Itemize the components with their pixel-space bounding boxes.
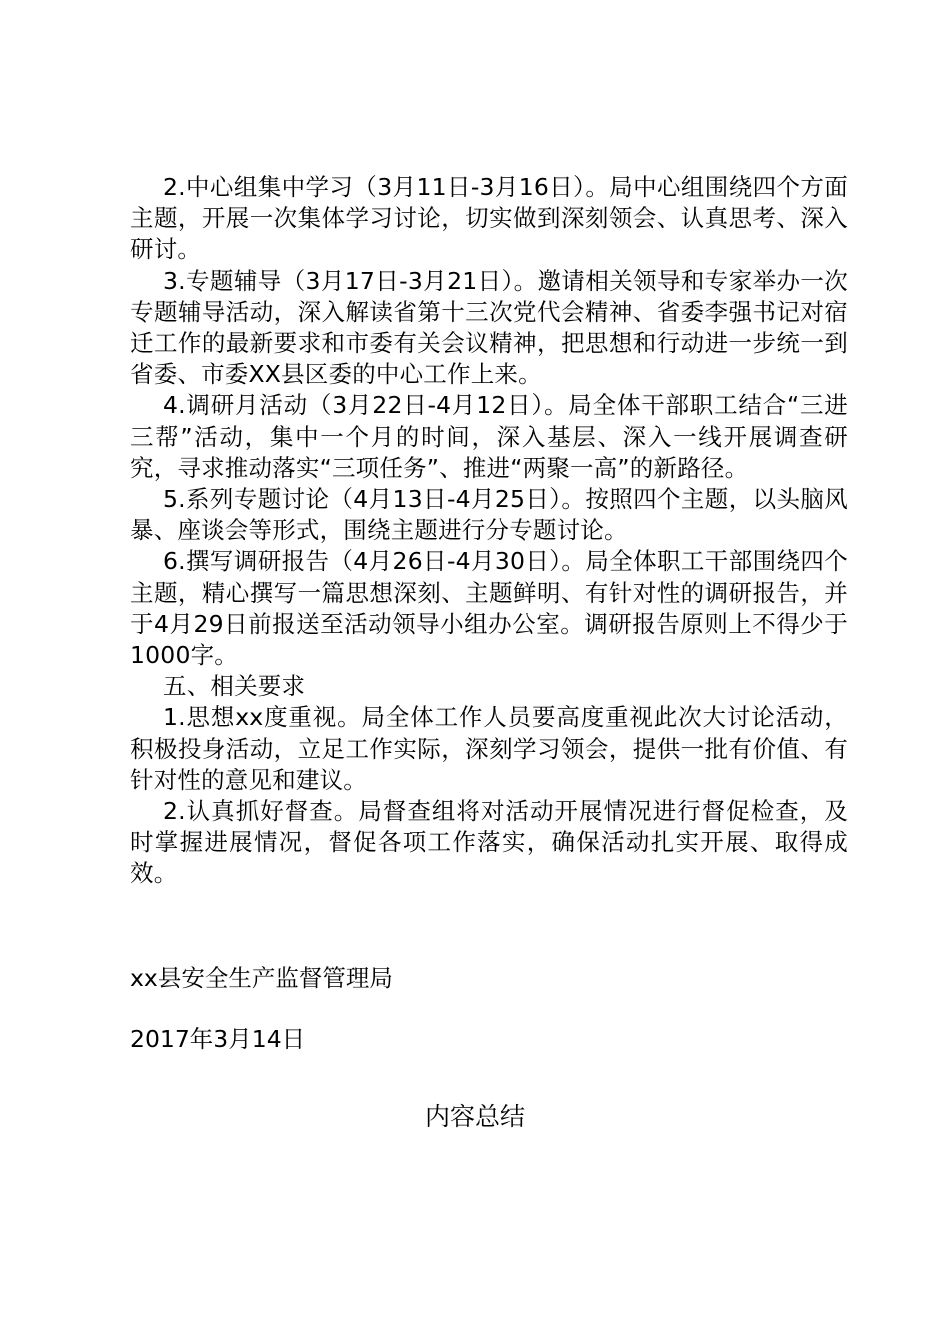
paragraph-attention: 1.思想xx度重视。局全体工作人员要高度重视此次大讨论活动，积极投身活动，立足工作实际，深刻学习领会，提供一批有价值、有针对性的意见和建议。 (130, 703, 848, 794)
paragraph-topic-discussion: 5.系列专题讨论（4月13日-4月25日）。按照四个主题，以头脑风暴、座谈会等形式，围绕主题进行分专题讨论。 (130, 485, 848, 545)
paragraph-special-guidance: 3.专题辅导（3月17日-3月21日）。邀请相关领导和专家举办一次专题辅导活动，深入解读省第十三次党代会精神、省委李强书记对宿迁工作的最新要求和市委有关会议精神，把思想和行动进一步统一到省委、市委XX县区委的中心工作上来。 (130, 266, 848, 389)
section-heading-requirements: 五、相关要求 (163, 672, 306, 701)
paragraph-research-report: 6.撰写调研报告（4月26日-4月30日）。局全体职工干部围绕四个主题，精心撰写一篇思想深刻、主题鲜明、有针对性的调研报告，并于4月29日前报送至活动领导小组办公室。调研报告原则上不得少于1000字。 (130, 547, 848, 670)
document-body (130, 172, 848, 890)
paragraph-central-group-study: 2.中心组集中学习（3月11日-3月16日）。局中心组围绕四个方面主题，开展一次集体学习讨论，切实做到深刻领会、认真思考、深入研讨。 (130, 173, 848, 264)
paragraph-supervision: 2.认真抓好督查。局督查组将对活动开展情况进行督促检查，及时掌握进展情况，督促各项工作落实，确保活动扎实开展、取得成效。 (130, 797, 848, 888)
summary-title: 内容总结 (424, 1102, 525, 1131)
paragraph-research-month: 4.调研月活动（3月22日-4月12日）。局全体干部职工结合“三进三帮”活动，集中一个月的时间，深入基层、深入一线开展调查研究，寻求推动落实“三项任务”、推进“两聚一高”的新路径。 (130, 391, 848, 482)
issue-date: 2017年3月14日 (130, 1025, 306, 1053)
issuer-signature: xx县安全生产监督管理局 (130, 964, 393, 992)
